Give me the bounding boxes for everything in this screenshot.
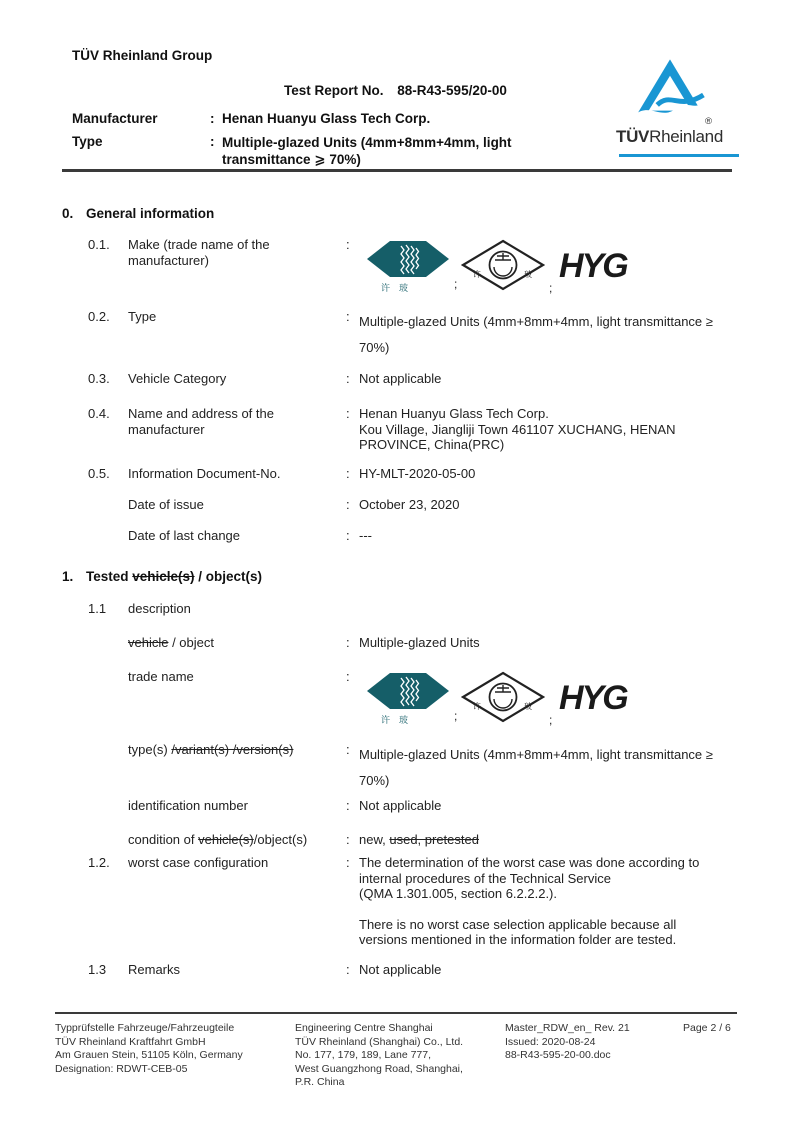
footer-line: No. 177, 179, 189, Lane 777,	[295, 1049, 432, 1061]
tuv-logo-underline	[619, 154, 739, 157]
report-number-line	[284, 83, 507, 99]
diamond-trademark-icon	[461, 671, 545, 723]
footer-line: Issued: 2020-08-24	[505, 1035, 596, 1048]
value-part: new,	[359, 832, 390, 847]
report-number-label: Test Report No.	[284, 83, 384, 98]
footer-address-germany	[55, 1022, 243, 1076]
separator: ;	[549, 713, 553, 727]
paragraph-line: internal procedures of the Technical Service	[359, 870, 611, 886]
value-strike-part: used, pretested	[389, 832, 479, 847]
hexagon-trademark-chars: 许玻	[381, 283, 418, 293]
hyg-text: HYG	[559, 247, 627, 285]
brand-tuv: TÜV	[616, 127, 650, 146]
hexagon-trademark-chars: 许玻	[381, 715, 418, 725]
footer-line: TÜV Rheinland Kraftfahrt GmbH	[55, 1035, 206, 1048]
tuv-brand-text	[616, 127, 723, 147]
footer-line: Typprüfstelle Fahrzeuge/Fahrzeugteile	[55, 1022, 235, 1034]
item-label: Vehicle Category	[128, 371, 227, 386]
paragraph-line: (QMA 1.301.005, section 6.2.2.2.).	[359, 886, 558, 901]
colon: :	[346, 237, 350, 252]
colon: :	[346, 635, 350, 650]
item-value	[359, 832, 739, 848]
label-strike-part: vehicle	[128, 635, 169, 650]
footer-line: Designation: RDWT-CEB-05	[55, 1062, 188, 1075]
item-label: trade name	[128, 669, 194, 684]
section-title	[86, 569, 262, 585]
page-indicator: Page 2 / 6	[683, 1022, 731, 1034]
colon: :	[346, 855, 350, 870]
label-part: / object	[168, 635, 214, 650]
label-part: condition of	[128, 832, 199, 847]
tuv-rheinland-logo	[616, 56, 742, 160]
footer-line: P.R. China	[295, 1076, 345, 1088]
colon: :	[346, 832, 350, 847]
registered-mark: ®	[705, 116, 712, 127]
item-number: 1.3	[88, 962, 107, 977]
colon: :	[346, 497, 350, 512]
item-label: Make (trade name of the manufacturer)	[128, 237, 270, 268]
item-label: Information Document-No.	[128, 466, 281, 481]
colon: :	[346, 742, 350, 757]
colon: :	[346, 528, 350, 543]
separator: ;	[454, 277, 458, 291]
footer-doc-info	[505, 1022, 630, 1063]
diamond-right-char: 玻	[524, 270, 532, 279]
group-title: TÜV Rheinland Group	[72, 48, 213, 63]
tuv-triangle-icon	[634, 58, 706, 122]
item-value	[359, 855, 739, 948]
item-value: Multiple-glazed Units	[359, 635, 480, 650]
separator: ;	[454, 709, 458, 723]
item-value	[359, 406, 739, 453]
colon: :	[346, 466, 350, 481]
item-number: 1.1	[88, 601, 107, 616]
item-number: 0.4.	[88, 406, 110, 421]
footer-line: 88-R43-595-20-00.doc	[505, 1049, 611, 1061]
footer-line: TÜV Rheinland (Shanghai) Co., Ltd.	[295, 1035, 464, 1048]
colon: :	[210, 134, 215, 149]
address-line: PROVINCE, China(PRC)	[359, 437, 505, 452]
item-label	[128, 742, 342, 758]
label-part: type(s)	[128, 742, 172, 757]
colon: :	[346, 309, 350, 324]
type-label: Type	[72, 134, 103, 149]
colon: :	[346, 798, 350, 813]
hyg-trademark-icon	[557, 677, 639, 717]
label-strike-part: vehicle(s)	[198, 832, 254, 847]
item-value: Not applicable	[359, 962, 442, 977]
paragraph-line: The determination of the worst case was done according to	[359, 855, 700, 870]
footer-line: Engineering Centre Shanghai	[295, 1022, 433, 1034]
header-rule	[62, 169, 732, 172]
item-value: HY-MLT-2020-05-00	[359, 466, 476, 481]
item-label: worst case configuration	[128, 855, 269, 870]
title-part: / object(s)	[194, 569, 263, 584]
colon: :	[346, 371, 350, 386]
colon: :	[346, 406, 350, 421]
separator: ;	[549, 281, 553, 295]
colon: :	[346, 962, 350, 977]
title-part: Tested	[86, 569, 133, 584]
diamond-right-char: 玻	[524, 702, 532, 711]
label-part: /object(s)	[253, 832, 308, 847]
item-label: Name and address of the manufacturer	[128, 406, 274, 437]
item-label: Remarks	[128, 962, 181, 977]
section-title: General information	[86, 206, 215, 221]
colon: :	[210, 111, 215, 126]
hyg-trademark-icon	[557, 245, 639, 285]
item-value: Not applicable	[359, 371, 442, 386]
item-value: Multiple-glazed Units (4mm+8mm+4mm, light transmittance ≥ 70%)	[359, 314, 713, 355]
item-label	[128, 635, 342, 651]
title-strike-part: vehicle(s)	[132, 569, 195, 584]
footer-address-shanghai	[295, 1022, 463, 1090]
address-line: Henan Huanyu Glass Tech Corp.	[359, 406, 549, 421]
manufacturer-label: Manufacturer	[72, 111, 158, 126]
hexagon-trademark-icon	[365, 671, 451, 711]
diamond-left-char: 许	[473, 270, 481, 279]
hexagon-trademark-icon	[365, 239, 451, 279]
label-strike-part: /variant(s) /version(s)	[171, 742, 294, 757]
item-value: ---	[359, 528, 372, 543]
diamond-left-char: 许	[473, 702, 481, 711]
item-label: Date of last change	[128, 528, 241, 543]
item-value: October 23, 2020	[359, 497, 460, 512]
section-number: 1.	[62, 569, 74, 584]
trademark-logos	[359, 237, 739, 297]
item-number: 1.2.	[88, 855, 110, 870]
item-label	[128, 832, 352, 848]
footer-line: Am Grauen Stein, 51105 Köln, Germany	[55, 1049, 243, 1061]
colon: :	[346, 669, 350, 684]
footer-line: West Guangzhong Road, Shanghai,	[295, 1062, 463, 1075]
trademark-logos	[359, 669, 739, 729]
item-number: 0.2.	[88, 309, 110, 324]
item-label: identification number	[128, 798, 248, 813]
manufacturer-value: Henan Huanyu Glass Tech Corp.	[222, 111, 431, 126]
paragraph-line: There is no worst case selection applicable because all	[359, 916, 677, 932]
item-label: Type	[128, 309, 157, 324]
item-number: 0.1.	[88, 237, 110, 252]
brand-rheinland: Rheinland	[649, 127, 723, 146]
section-number: 0.	[62, 206, 74, 221]
paragraph-line: versions mentioned in the information folder are tested.	[359, 932, 677, 947]
item-label: description	[128, 601, 191, 616]
address-line: Kou Village, Jiangliji Town 461107 XUCHANG, HENAN	[359, 421, 676, 437]
item-label: Date of issue	[128, 497, 204, 512]
item-number: 0.3.	[88, 371, 110, 386]
item-value: Not applicable	[359, 798, 442, 813]
diamond-trademark-icon	[461, 239, 545, 291]
footer-line: Master_RDW_en_ Rev. 21	[505, 1022, 630, 1034]
hyg-text: HYG	[559, 679, 627, 717]
item-value: Multiple-glazed Units (4mm+8mm+4mm, light transmittance ≥ 70%)	[359, 747, 713, 788]
footer-rule	[55, 1012, 737, 1014]
report-number: 88-R43-595/20-00	[397, 83, 507, 98]
item-number: 0.5.	[88, 466, 110, 481]
type-value: Multiple-glazed Units (4mm+8mm+4mm, light transmittance ⩾ 70%)	[222, 135, 512, 167]
